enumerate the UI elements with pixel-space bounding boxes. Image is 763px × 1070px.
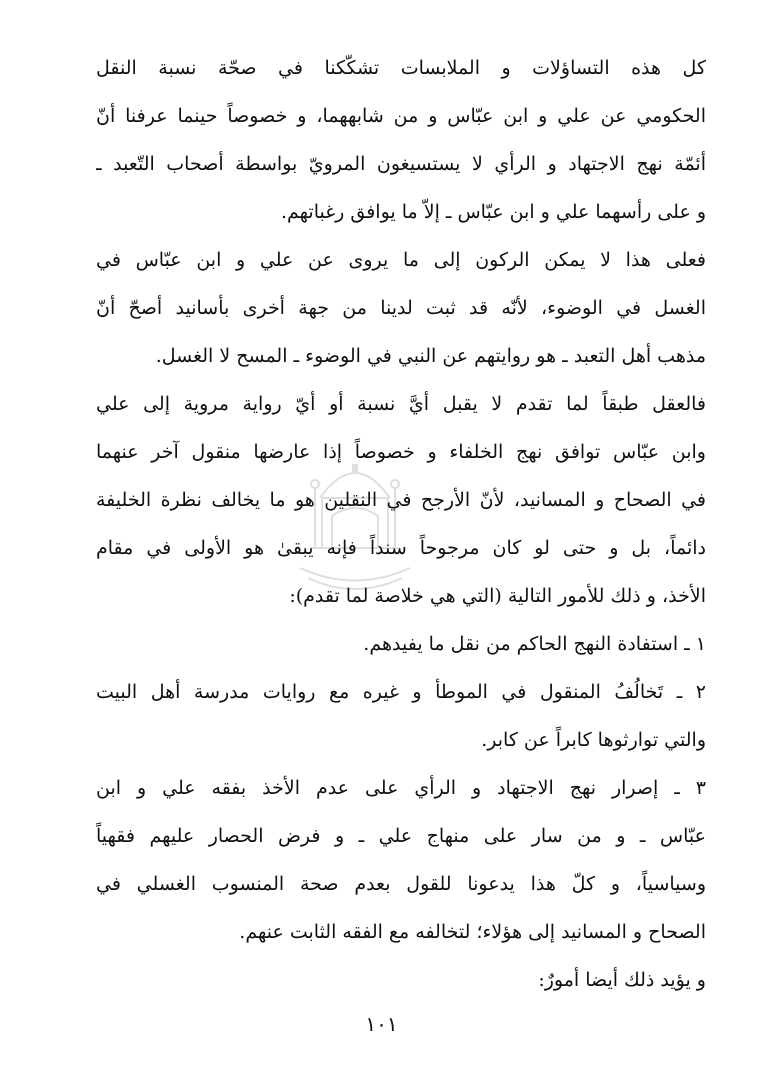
text-line: و يؤيد ذلك أيضا أمورٌ: bbox=[538, 969, 706, 991]
text-line: في الصحاح و المسانيد، لأنّ الأرجح في النقلين هو ما يخالف نظرة الخليفة bbox=[96, 489, 706, 511]
text-line: وابن عبّاس توافق نهج الخلفاء و خصوصاً إذا عارضها منقول آخر عنهما bbox=[96, 441, 706, 463]
text-line: الصحاح و المسانيد إلى هؤلاء؛ لتخالفه مع الفقه الثابت عنهم. bbox=[239, 921, 706, 943]
text-line: فالعقل طبقاً لما تقدم لا يقبل أيَّ نسبة أو أيّ رواية مروية إلى علي bbox=[96, 393, 706, 415]
text-line: ٢ ـ تَخالُفُ المنقول في الموطأ و غيره مع روايات مدرسة أهل البيت bbox=[96, 681, 706, 703]
text-line: أئمّة نهج الاجتهاد و الرأي لا يستسيغون المرويّ بواسطة أصحاب التّعبد ـ bbox=[96, 153, 706, 175]
body-text bbox=[96, 44, 706, 1004]
text-line: كل هذه التساؤلات و الملابسات تشكّكنا في صحّة نسبة النقل bbox=[96, 57, 706, 79]
text-line: دائماً، بل و حتى لو كان مرجوحاً سنداً فإنه يبقىٰ هو الأولى في مقام bbox=[96, 537, 706, 559]
text-line: ١ ـ استفادة النهج الحاكم من نقل ما يفيدهم. bbox=[363, 633, 706, 655]
text-line: مذهب أهل التعبد ـ هو روايتهم عن النبي في الوضوء ـ المسح لا الغسل. bbox=[155, 345, 706, 367]
text-line: والتي توارثوها كابراً عن كابر. bbox=[481, 729, 706, 751]
text-line: الغسل في الوضوء، لأنّه قد ثبت لدينا من جهة أخرى بأسانيد أصحّ أنّ bbox=[96, 297, 706, 319]
text-line: عبّاس ـ و من سار على منهاج علي ـ و فرض الحصار عليهم فقهياً bbox=[96, 825, 706, 847]
text-line: ٣ ـ إصرار نهج الاجتهاد و الرأي على عدم الأخذ بفقه علي و ابن bbox=[96, 777, 706, 799]
text-line: الأخذ، و ذلك للأمور التالية (التي هي خلاصة لما تقدم): bbox=[289, 585, 706, 607]
text-line: وسياسياً، و كلّ هذا يدعونا للقول بعدم صحة المنسوب الغسلي في bbox=[96, 873, 706, 895]
page-number: ١٠١ bbox=[365, 1012, 398, 1036]
text-line: و على رأسهما علي و ابن عبّاس ـ إلاّ ما يوافق رغباتهم. bbox=[280, 201, 706, 223]
text-line: الحكومي عن علي و ابن عبّاس و من شابههما، و خصوصاً حينما عرفنا أنّ bbox=[96, 105, 706, 127]
text-line: فعلى هذا لا يمكن الركون إلى ما يروى عن علي و ابن عبّاس في bbox=[96, 249, 706, 271]
